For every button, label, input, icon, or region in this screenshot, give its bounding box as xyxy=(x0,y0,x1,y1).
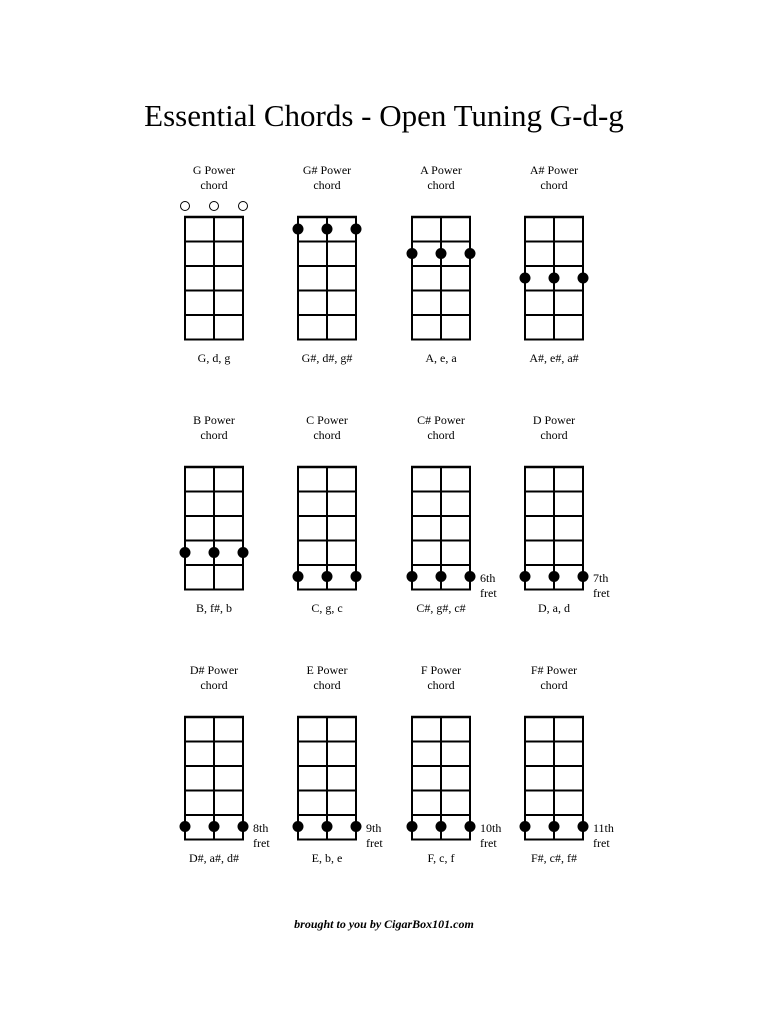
chord-diagram xyxy=(297,695,417,835)
finger-dot xyxy=(322,224,333,235)
finger-dot xyxy=(293,821,304,832)
finger-dot xyxy=(238,547,249,558)
chord-diagram xyxy=(297,195,417,335)
chord-notes: A, e, a xyxy=(425,351,457,365)
chord-notes: F, c, f xyxy=(427,851,455,865)
finger-dot xyxy=(407,821,418,832)
chord-name: F# Power chord xyxy=(530,663,578,692)
chord-name: D# Power chord xyxy=(189,663,239,692)
open-string-marker xyxy=(239,202,248,211)
chord-notes: E, b, e xyxy=(311,851,343,865)
finger-dot xyxy=(322,821,333,832)
finger-dot xyxy=(238,821,249,832)
chord-diagram xyxy=(411,695,531,835)
chord-name: C Power chord xyxy=(306,413,348,442)
chord-notes: F#, c#, f# xyxy=(531,851,577,865)
chord-name: B Power chord xyxy=(193,413,235,442)
finger-dot xyxy=(180,547,191,558)
chord-name: F Power chord xyxy=(420,663,462,692)
finger-dot xyxy=(549,571,560,582)
chord-name: A Power chord xyxy=(420,163,462,192)
chord-diagram xyxy=(184,195,304,335)
finger-dot xyxy=(520,571,531,582)
finger-dot xyxy=(578,273,589,284)
fret-position-label: 7th fret xyxy=(593,571,610,600)
chord-diagram xyxy=(184,445,304,585)
finger-dot xyxy=(436,248,447,259)
finger-dot xyxy=(578,571,589,582)
chord-diagram xyxy=(524,195,644,335)
finger-dot xyxy=(436,821,447,832)
page-title: Essential Chords - Open Tuning G-d-g xyxy=(144,98,624,133)
fret-position-label: 10th fret xyxy=(480,821,502,850)
fret-position-label: 8th fret xyxy=(253,821,270,850)
chord-name: C# Power chord xyxy=(417,413,465,442)
finger-dot xyxy=(351,821,362,832)
finger-dot xyxy=(180,821,191,832)
chord-notes: G, d, g xyxy=(197,351,231,365)
fret-position-label: 11th fret xyxy=(593,821,614,850)
finger-dot xyxy=(436,571,447,582)
chord-name: D Power chord xyxy=(532,413,576,442)
finger-dot xyxy=(351,571,362,582)
finger-dot xyxy=(293,571,304,582)
chord-name: E Power chord xyxy=(306,663,348,692)
finger-dot xyxy=(293,224,304,235)
finger-dot xyxy=(549,273,560,284)
finger-dot xyxy=(465,821,476,832)
chord-notes: B, f#, b xyxy=(196,601,232,615)
finger-dot xyxy=(322,571,333,582)
chord-diagram xyxy=(297,445,417,585)
chord-name: G# Power chord xyxy=(302,163,352,192)
finger-dot xyxy=(465,571,476,582)
open-string-marker xyxy=(210,202,219,211)
chord-diagram xyxy=(411,445,531,585)
chord-name: G Power chord xyxy=(192,163,236,192)
fret-position-label: 6th fret xyxy=(480,571,497,600)
chord-diagram xyxy=(524,445,644,585)
chord-notes: D, a, d xyxy=(538,601,570,615)
finger-dot xyxy=(209,821,220,832)
chord-diagram xyxy=(184,695,304,835)
chord-notes: D#, a#, d# xyxy=(189,851,239,865)
chord-notes: C#, g#, c# xyxy=(416,601,466,615)
finger-dot xyxy=(578,821,589,832)
finger-dot xyxy=(407,571,418,582)
finger-dot xyxy=(209,547,220,558)
finger-dot xyxy=(549,821,560,832)
chord-notes: A#, e#, a# xyxy=(529,351,579,365)
finger-dot xyxy=(465,248,476,259)
chord-diagram xyxy=(411,195,531,335)
open-string-marker xyxy=(181,202,190,211)
footer-credit: brought to you by CigarBox101.com xyxy=(294,917,474,931)
finger-dot xyxy=(351,224,362,235)
fret-position-label: 9th fret xyxy=(366,821,383,850)
finger-dot xyxy=(407,248,418,259)
chord-notes: G#, d#, g# xyxy=(301,351,353,365)
finger-dot xyxy=(520,821,531,832)
chord-diagram xyxy=(524,695,644,835)
chord-name: A# Power chord xyxy=(529,163,579,192)
chord-notes: C, g, c xyxy=(311,601,343,615)
finger-dot xyxy=(520,273,531,284)
